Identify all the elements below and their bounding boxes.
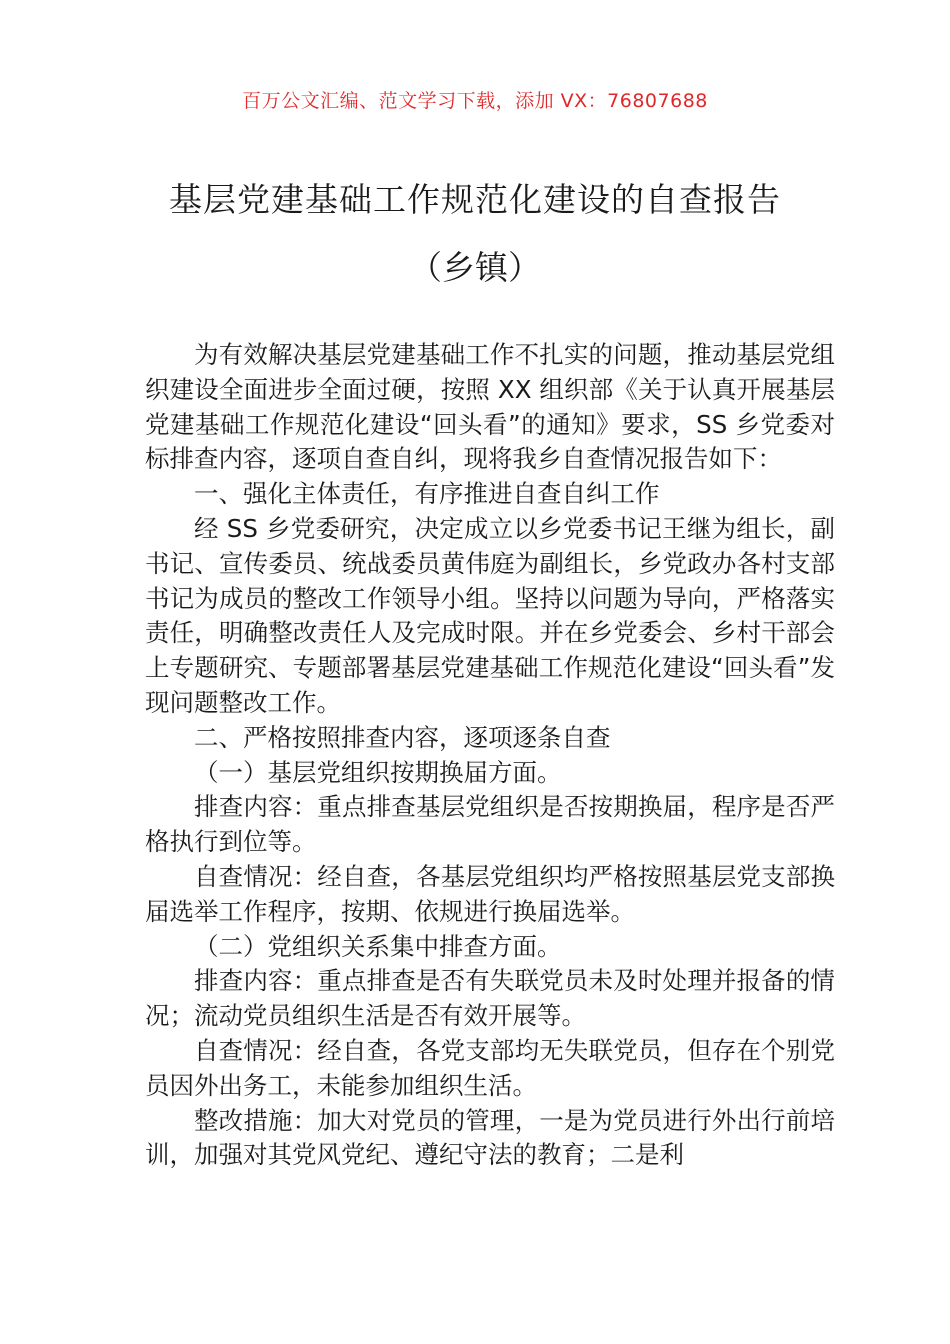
header-watermark-note: 百万公文汇编、范文学习下载，添加 VX：76807688: [242, 90, 708, 112]
paragraph: 整改措施：加大对党员的管理，一是为党员进行外出行前培训，加强对其党风党纪、遵纪守法的教育；二是利: [145, 1105, 835, 1170]
subsection-heading: （一）基层党组织按期换届方面。: [194, 757, 562, 787]
paragraph: 排查内容：重点排查是否有失联党员未及时处理并报备的情况；流动党员组织生活是否有效开展等。: [145, 966, 835, 1031]
subsection-heading: （二）党组织关系集中排查方面。: [194, 931, 562, 961]
paragraph: 为有效解决基层党建基础工作不扎实的问题，推动基层党组织建设全面进步全面过硬，按照 XX 组织部《关于认真开展基层党建基础工作规范化建设“回头看”的通知》要求，SS 乡党委对标排查内容，逐项自查自纠，现将我乡自查情况报告如下：: [145, 340, 835, 474]
section-heading: 一、强化主体责任，有序推进自查自纠工作: [194, 479, 660, 509]
paragraph: 经 SS 乡党委研究，决定成立以乡党委书记王继为组长，副书记、宣传委员、统战委员黄伟庭为副组长，乡党政办各村支部书记为成员的整改工作领导小组。坚持以问题为导向，严格落实责任，明确整改责任人及完成时限。并在乡党委会、乡村干部会上专题研究、专题部署基层党建基础工作规范化建设“回头看”发现问题整改工作。: [145, 513, 835, 717]
document-body: [145, 338, 835, 1173]
document-title: 基层党建基础工作规范化建设的自查报告: [169, 180, 781, 219]
document-subtitle: （乡镇）: [409, 248, 541, 287]
paragraph: 自查情况：经自查，各基层党组织均严格按照基层党支部换届选举工作程序，按期、依规进行换届选举。: [145, 861, 835, 926]
section-heading: 二、严格按照排查内容，逐项逐条自查: [194, 722, 611, 752]
paragraph: 排查内容：重点排查基层党组织是否按期换届，程序是否严格执行到位等。: [145, 792, 835, 857]
paragraph: 自查情况：经自查，各党支部均无失联党员，但存在个别党员因外出务工，未能参加组织生活。: [145, 1035, 835, 1100]
